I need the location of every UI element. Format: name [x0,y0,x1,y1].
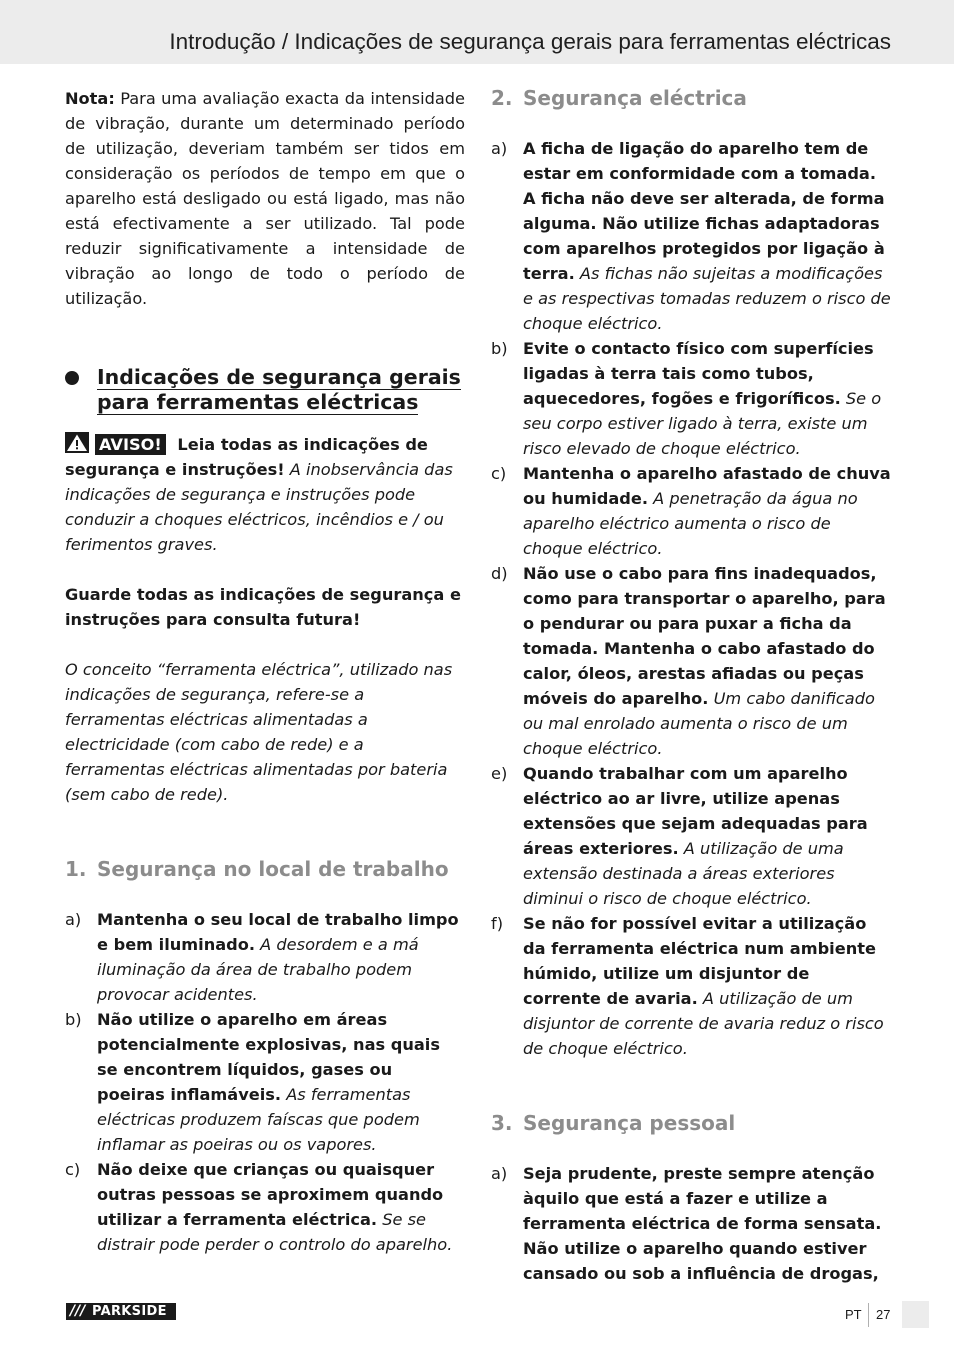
item-bold: Mantenha o aparelho afastado de chuva ou humidade. [523,464,891,508]
safety-heading-line-1: Indicações de segurança gerais [97,365,461,389]
item-label: f) [491,914,504,933]
warning-triangle-icon [65,432,89,453]
item-bold: Não deixe que crianças ou quaisquer outras pessoas se aproximem quando utilizar a ferramenta eléctrica. [97,1160,444,1229]
note-text: Para uma avaliação exacta da intensidade de vibração, durante um determinado período de utilização, deveriam também ser tidos em consideração os períodos de tempo em que o aparelho está desligado ou está ligado, mas não está efectivamente a ser utilizado. Tal pode reduzir significativamente a intensidade de vibração ao longo de todo o período de utilização. [65,89,465,308]
warning-italic: A inobservância das indicações de segurança e instruções pode conduzir a choques eléctricos, incêndios e / ou ferimentos graves. [65,460,453,554]
safety-heading-line-2: para ferramentas eléctricas [97,390,419,414]
section-2-items [491,136,891,1061]
section-3-label: Segurança pessoal [523,1111,736,1135]
list-item [491,461,891,561]
item-italic: A desordem e a má iluminação da área de trabalho podem provocar acidentes. [97,935,419,1004]
item-italic: Se se distrair pode perder o controlo do aparelho. [97,1210,453,1254]
item-label: c) [491,464,507,483]
item-bold: Não utilize o aparelho em áreas potencialmente explosivas, nas quais se encontrem líquidos, gases ou poeiras inflamáveis. [97,1010,440,1104]
item-label: b) [491,339,508,358]
brand-logo [66,1303,176,1320]
page-header [0,0,954,64]
section-1-items [65,907,465,1257]
item-label: b) [65,1010,82,1029]
section-3-number: 3. [491,1111,513,1135]
concept-paragraph [65,657,465,807]
page-title: Introdução / Indicações de segurança gerais para ferramentas eléctricas [169,29,891,54]
item-label: e) [491,764,508,783]
section-3-title [491,1111,891,1136]
item-italic: As fichas não sujeitas a modificações e as respectivas tomadas reduzem o risco de choque eléctrico. [523,264,891,333]
footer-divider [868,1303,869,1327]
item-bold: Seja prudente, preste sempre atenção àquilo que está a fazer e utilize a ferramenta eléctrica de forma sensata. Não utilize o aparelho quando estiver cansado ou sob a influência de drogas, [523,1164,882,1283]
item-italic: As ferramentas eléctricas produzem faíscas que podem inflamar as poeiras ou os vapores. [97,1085,420,1154]
right-column [491,86,891,1286]
list-item [491,336,891,461]
note-paragraph [65,86,465,311]
item-label: c) [65,1160,81,1179]
section-3-items [491,1161,891,1286]
item-bold: Mantenha o seu local de trabalho limpo e bem iluminado. [97,910,459,954]
item-bold: Se não for possível evitar a utilização da ferramenta eléctrica num ambiente húmido, utilize um disjuntor de corrente de avaria. [523,914,876,1008]
list-item [491,136,891,336]
item-italic: A penetração da água no aparelho eléctrico aumenta o risco de choque eléctrico. [523,489,858,558]
section-1-title [65,857,465,882]
item-italic: Se o seu corpo estiver ligado à terra, existe um risco elevado de choque eléctrico. [523,389,882,458]
item-bold: Não use o cabo para fins inadequados, como para transportar o aparelho, para o pendurar ou para puxar a ficha da tomada. Mantenha o cabo afastado do calor, óleos, arestas afiadas ou peças móveis do aparelho. [523,564,886,708]
item-label: a) [491,139,508,158]
warning-paragraph [65,432,465,557]
note-label: Nota: [65,89,115,108]
list-item [65,907,465,1007]
safety-heading [65,365,465,415]
item-bold: A ficha de ligação do aparelho tem de estar em conformidade com a tomada. A ficha não deve ser alterada, de forma alguma. Não utilize fichas adaptadoras com aparelhos protegidos por ligação à terra. [523,139,885,283]
item-italic: A utilização de uma extensão destinada a áreas exteriores diminui o risco de choque eléctrico. [523,839,844,908]
warning-badge: AVISO! [95,434,166,455]
item-italic: A utilização de um disjuntor de corrente de avaria reduz o risco de choque eléctrico. [523,989,884,1058]
list-item [491,561,891,761]
bullet-icon [65,371,79,385]
keep-instructions [65,582,465,632]
list-item [491,911,891,1061]
item-label: a) [65,910,82,929]
section-2-number: 2. [491,86,513,110]
item-label: d) [491,564,508,583]
section-1-number: 1. [65,857,87,881]
footer-tab-box [902,1301,929,1328]
list-item [491,1161,891,1286]
list-item [491,761,891,911]
page-number: 27 [876,1307,891,1322]
section-1-label: Segurança no local de trabalho [97,857,449,881]
item-label: a) [491,1164,508,1183]
brand-name: PARKSIDE [92,1304,167,1319]
item-bold: Evite o contacto físico com superfícies ligadas à terra tais como tubos, aquecedores, fogões e frigoríficos. [523,339,874,408]
list-item [65,1007,465,1157]
left-column [65,86,465,1257]
section-2-title [491,86,891,111]
section-2-label: Segurança eléctrica [523,86,747,110]
list-item [65,1157,465,1257]
brand-slashes: /// [70,1303,86,1319]
language-code: PT [845,1307,862,1322]
concept-text: O conceito “ferramenta eléctrica”, utilizado nas indicações de segurança, refere-se a ferramentas eléctricas alimentadas a electricidade (com cabo de rede) e a ferramentas eléctricas alimentadas por bateria (sem cabo de rede). [65,660,453,804]
item-italic: Um cabo danificado ou mal enrolado aumenta o risco de um choque eléctrico. [523,689,875,758]
warning-bold: Leia todas as indicações de segurança e instruções! [65,435,428,479]
item-bold: Quando trabalhar com um aparelho eléctrico ao ar livre, utilize apenas extensões que sejam adequadas para áreas exteriores. [523,764,868,858]
keep-instructions-text: Guarde todas as indicações de segurança e instruções para consulta futura! [65,585,461,629]
